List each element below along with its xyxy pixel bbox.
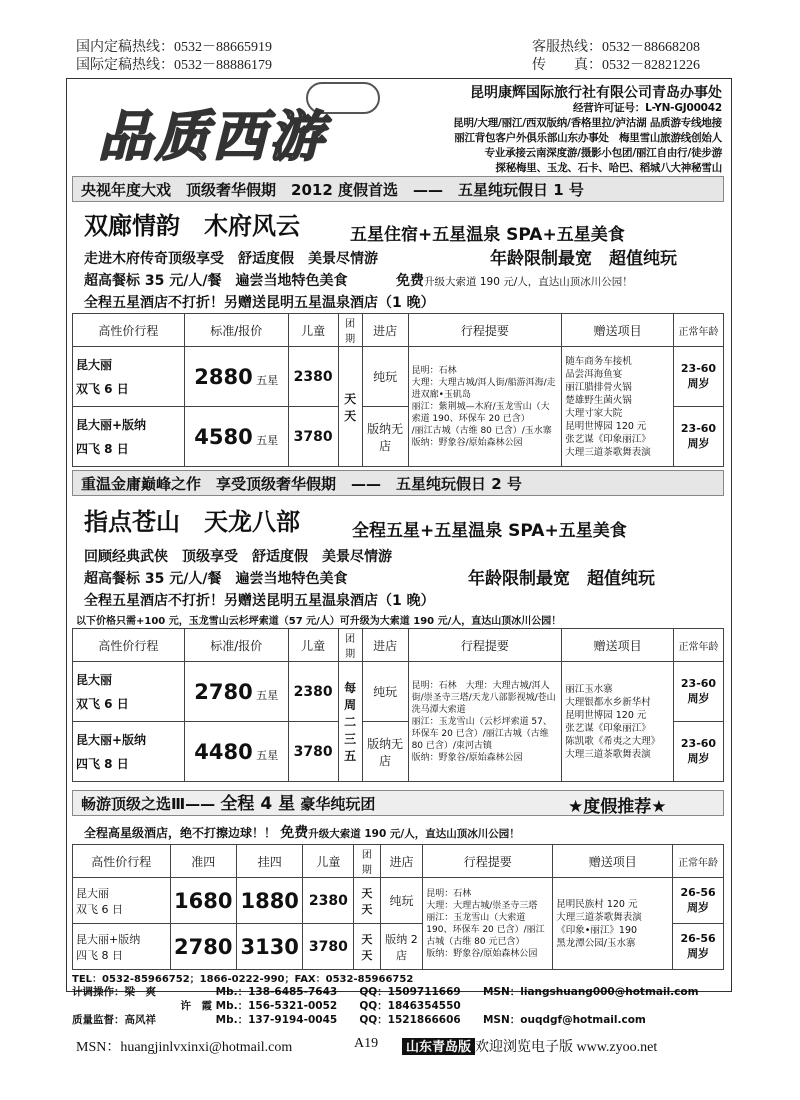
price-cell — [184, 347, 288, 407]
price-quasi-four: 2780 — [170, 924, 236, 970]
col-header: 儿童 — [288, 314, 338, 347]
price-quasi-four: 1680 — [170, 878, 236, 924]
route-days: 双飞 6 日 — [76, 902, 123, 916]
route-days: 四飞 8 日 — [76, 756, 129, 771]
section2-price-table — [72, 628, 724, 782]
age-range: 23-60 周岁 — [674, 662, 724, 722]
shop-info: 纯玩 — [362, 347, 408, 407]
col-header: 正常年龄 — [674, 629, 724, 662]
route-cell — [73, 662, 185, 722]
section1-tagline: 五星住宿+五星温泉 SPA+五星美食 — [350, 225, 625, 245]
col-header: 团期 — [338, 629, 362, 662]
table-header-row — [73, 314, 724, 347]
child-price: 3780 — [288, 722, 338, 782]
free-text: 升级大索道 190 元/人，直达山顶冰川公园！ — [424, 276, 633, 288]
col-header: 标准/报价 — [184, 314, 288, 347]
route-name: 昆大丽+版纳 — [76, 417, 147, 432]
free-label: 免费 — [280, 825, 309, 841]
contact-msn: MSN：liangshuang000@hotmail.com — [482, 986, 699, 998]
shop-info: 版纳无店 — [362, 407, 408, 467]
agency-line: 丽江背包客户外俱乐部山东办事处 梅里雪山旅游线创始人 — [454, 132, 722, 144]
contact-tel: TEL：0532-85966752；1866-0222-990；FAX：0532-85966752 — [72, 974, 414, 985]
contact-qq: QQ：1509711669 — [359, 986, 461, 998]
route-cell — [73, 722, 185, 782]
child-price: 2380 — [288, 347, 338, 407]
section2-meal: 超高餐标 35 元/人/餐 遍尝当地特色美食 — [84, 571, 348, 587]
age-range: 26-56 周岁 — [673, 924, 724, 970]
route-name: 昆大丽 — [76, 886, 109, 900]
child-price: 3780 — [288, 407, 338, 467]
service-hotline: 客服热线：0532－88668208 — [532, 40, 700, 55]
col-header: 赠送项目 — [553, 845, 673, 878]
col-header: 行程提要 — [408, 314, 562, 347]
agency-line: 专业承接云南深度游/摄影小包团/丽江自由行/徒步游 — [484, 147, 722, 159]
schedule: 天天 — [338, 347, 362, 467]
route-name: 昆大丽 — [76, 672, 113, 687]
schedule: 天天 — [354, 878, 380, 924]
route-days: 双飞 6 日 — [76, 696, 129, 711]
star-label: 五星 — [256, 748, 279, 762]
col-header: 高性价行程 — [73, 629, 185, 662]
contact-qq: QQ：1521866606 — [359, 1014, 461, 1026]
route-cell — [73, 347, 185, 407]
section2-line1: 回顾经典武侠 顶级享受 舒适度假 美景尽情游 — [84, 549, 392, 565]
section2-note: 以下价格只需+100 元，玉龙雪山云杉坪索道（57 元/人）可升级为大索道 190 元/人，直达山顶冰川公园！ — [76, 616, 562, 627]
child-price: 3780 — [303, 924, 354, 970]
section1-age-promo: 年龄限制最宽 超值纯玩 — [490, 249, 677, 269]
route-cell — [73, 924, 171, 970]
recommend-badge: ★度假推荐★ — [568, 797, 667, 817]
section3-price-table — [72, 844, 724, 970]
price: 4480 — [194, 739, 253, 764]
page-number: A19 — [354, 1036, 379, 1051]
footer-msn: MSN：huangjinlvxinxi@hotmail.com — [76, 1040, 293, 1055]
col-header: 行程提要 — [423, 845, 553, 878]
edition-stamp: 山东青岛版 — [402, 1038, 475, 1055]
contact-mobile: Mb.：138-6485-7643 — [215, 986, 338, 998]
contact-mobile: Mb.：137-9194-0045 — [215, 1014, 338, 1026]
section1-price-table — [72, 313, 724, 467]
col-header: 高性价行程 — [73, 314, 185, 347]
gift-items: 丽江玉水寨 大理银都水乡新华村 昆明世博园 120 元 张艺谋《印象丽江》 陈凯歌《希夷之大理》 大理三道茶歌舞表演 — [562, 662, 674, 782]
section3-promo — [84, 822, 520, 842]
section1-hotel: 全程五星酒店不打折！另赠送昆明五星温泉酒店（1 晚） — [84, 295, 435, 311]
section1-band: 央视年度大戏 顶级奢华假期 2012 度假首选 —— 五星纯玩假日 1 号 — [72, 176, 724, 202]
col-header: 儿童 — [303, 845, 354, 878]
col-header: 挂四 — [236, 845, 302, 878]
col-header: 行程提要 — [408, 629, 562, 662]
table-header-row — [73, 845, 724, 878]
table-row — [73, 347, 724, 407]
section2-tagline: 全程五星+五星温泉 SPA+五星美食 — [352, 521, 627, 541]
section1-title: 双廊情韵 木府风云 — [84, 212, 300, 240]
route-name: 昆大丽 — [76, 357, 113, 372]
band-main: 全程 4 星 — [220, 794, 296, 814]
price: 4580 — [194, 424, 253, 449]
price-cell — [184, 722, 288, 782]
international-hotline: 国际定稿热线：0532－88886179 — [76, 58, 272, 73]
col-header: 团期 — [354, 845, 380, 878]
fax-line: 传 真：0532－82821226 — [532, 58, 700, 73]
route-cell — [73, 878, 171, 924]
section2-age-promo: 年龄限制最宽 超值纯玩 — [468, 569, 655, 589]
col-header: 儿童 — [288, 629, 338, 662]
section1-meal: 超高餐标 35 元/人/餐 遍尝当地特色美食 — [84, 273, 348, 289]
contact-row — [72, 1012, 646, 1027]
shop-info: 版纳 2 店 — [380, 924, 423, 970]
route-name: 昆大丽+版纳 — [76, 732, 147, 747]
col-header: 团期 — [338, 314, 362, 347]
gift-items: 昆明民族村 120 元 大理三道茶歌舞表演 《印象•丽江》190 黑龙潭公园/玉水寨 — [553, 878, 673, 970]
contact-mobile: Mb.：156-5321-0052 — [215, 1000, 338, 1012]
itinerary: 昆明：石林 大理：大理古城/洱人街/船游洱海/走进双廊•玉矶岛 丽江：紫荆城—木府/玉龙雪山（大索道 190、环保车 20 已含） /丽江古城（古维 80 已含）/玉水寨 版纳：野象谷/原始森林公园 — [408, 347, 562, 467]
star-label: 五星 — [256, 433, 279, 447]
route-cell — [73, 407, 185, 467]
contact-row — [72, 998, 479, 1013]
age-range: 23-60 周岁 — [674, 722, 724, 782]
contact-msn: MSN：ouqdgf@hotmail.com — [482, 1014, 646, 1026]
col-header: 进店 — [362, 629, 408, 662]
age-range: 26-56 周岁 — [673, 878, 724, 924]
price: 2880 — [194, 364, 253, 389]
route-days: 双飞 6 日 — [76, 381, 129, 396]
free-text: 升级大索道 190 元/人，直达山顶冰川公园！ — [308, 828, 520, 840]
route-days: 四飞 8 日 — [76, 948, 123, 962]
route-days: 四飞 8 日 — [76, 441, 129, 456]
itinerary: 昆明：石林 大理：大理古城/洱人街/崇圣寺三塔/天龙八部影视城/苍山洗马潭大索道 丽江：玉龙雪山（云杉坪索道 57、环保车 20 已含）/丽江古城（古维 80 已含）/束河古镇 版纳：野象谷/原始森林公园 — [408, 662, 562, 782]
table-header-row — [73, 629, 724, 662]
col-header: 标准/报价 — [184, 629, 288, 662]
agency-license: 经营许可证号：L-YN-GJ00042 — [572, 102, 722, 114]
contact-qq: QQ：1846354550 — [359, 1000, 461, 1012]
shop-info: 纯玩 — [380, 878, 423, 924]
child-price: 2380 — [303, 878, 354, 924]
section2-band: 重温金庸巅峰之作 享受顶级奢华假期 —— 五星纯玩假日 2 号 — [72, 470, 724, 496]
shop-info: 纯玩 — [362, 662, 408, 722]
price: 2780 — [194, 679, 253, 704]
table-row — [73, 878, 724, 924]
col-header: 高性价行程 — [73, 845, 171, 878]
price-listed-four: 3130 — [236, 924, 302, 970]
free-label: 免费 — [396, 273, 424, 289]
section1-line1: 走进木府传奇顶级享受 舒适度假 美景尽情游 — [84, 251, 378, 267]
itinerary: 昆明：石林 大理：大理古城/崇圣寺三塔 丽江：玉龙雪山（大索道 190、环保车 20 已含）/丽江古城（古维 80 元已含） 版纳：野象谷/原始森林公园 — [423, 878, 553, 970]
shop-info: 版纳无店 — [362, 722, 408, 782]
child-price: 2380 — [288, 662, 338, 722]
col-header: 进店 — [380, 845, 423, 878]
agency-info — [356, 86, 722, 176]
band-prefix: 畅游顶级之选Ⅲ—— — [81, 795, 216, 813]
section2-hotel: 全程五星酒店不打折！另赠送昆明五星温泉酒店（1 晚） — [84, 593, 435, 609]
age-range: 23-60 周岁 — [674, 407, 724, 467]
contact-role: 许 霞 — [180, 1000, 212, 1012]
table-row — [73, 662, 724, 722]
agency-line: 昆明/大理/丽江/西双版纳/香格里拉/泸沽湖 品质游专线地接 — [453, 117, 722, 129]
star-label: 五星 — [256, 373, 279, 387]
schedule: 每周二三五 — [338, 662, 362, 782]
star-label: 五星 — [256, 688, 279, 702]
col-header: 赠送项目 — [562, 629, 674, 662]
logo: 品质西游 — [98, 104, 326, 168]
price-listed-four: 1880 — [236, 878, 302, 924]
section2-title: 指点苍山 天龙八部 — [84, 508, 300, 536]
section1-free-offer — [396, 270, 633, 290]
agency-line: 探秘梅里、玉龙、石卡、哈巴、稻城八大神秘雪山 — [495, 162, 722, 174]
col-header: 赠送项目 — [562, 314, 674, 347]
col-header: 准四 — [170, 845, 236, 878]
contact-role: 质量监督：高风祥 — [72, 1014, 156, 1026]
col-header: 正常年龄 — [674, 314, 724, 347]
route-name: 昆大丽+版纳 — [76, 932, 141, 946]
gift-items: 随车商务车接机 品尝洱海鱼宴 丽江腊排骨火锅 楚雄野生菌火锅 大理寸家大院 昆明世博园 120 元 张艺谋《印象丽江》 大理三道茶歌舞表演 — [562, 347, 674, 467]
footer-site: 欢迎浏览电子版 www.zyoo.net — [475, 1040, 658, 1055]
col-header: 进店 — [362, 314, 408, 347]
promo-lead: 全程高星级酒店，绝不打擦边球！！ — [84, 826, 277, 840]
contact-row — [72, 984, 699, 999]
age-range: 23-60 周岁 — [674, 347, 724, 407]
price-cell — [184, 662, 288, 722]
band-suffix: 豪华纯玩团 — [300, 795, 376, 813]
domestic-hotline: 国内定稿热线：0532－88665919 — [76, 40, 272, 55]
contact-role: 计调操作：梁 爽 — [72, 986, 156, 998]
price-cell — [184, 407, 288, 467]
footer-edition — [402, 1036, 657, 1056]
agency-name: 昆明康辉国际旅行社有限公司青岛办事处 — [470, 85, 722, 101]
col-header: 正常年龄 — [673, 845, 724, 878]
schedule: 天天 — [354, 924, 380, 970]
